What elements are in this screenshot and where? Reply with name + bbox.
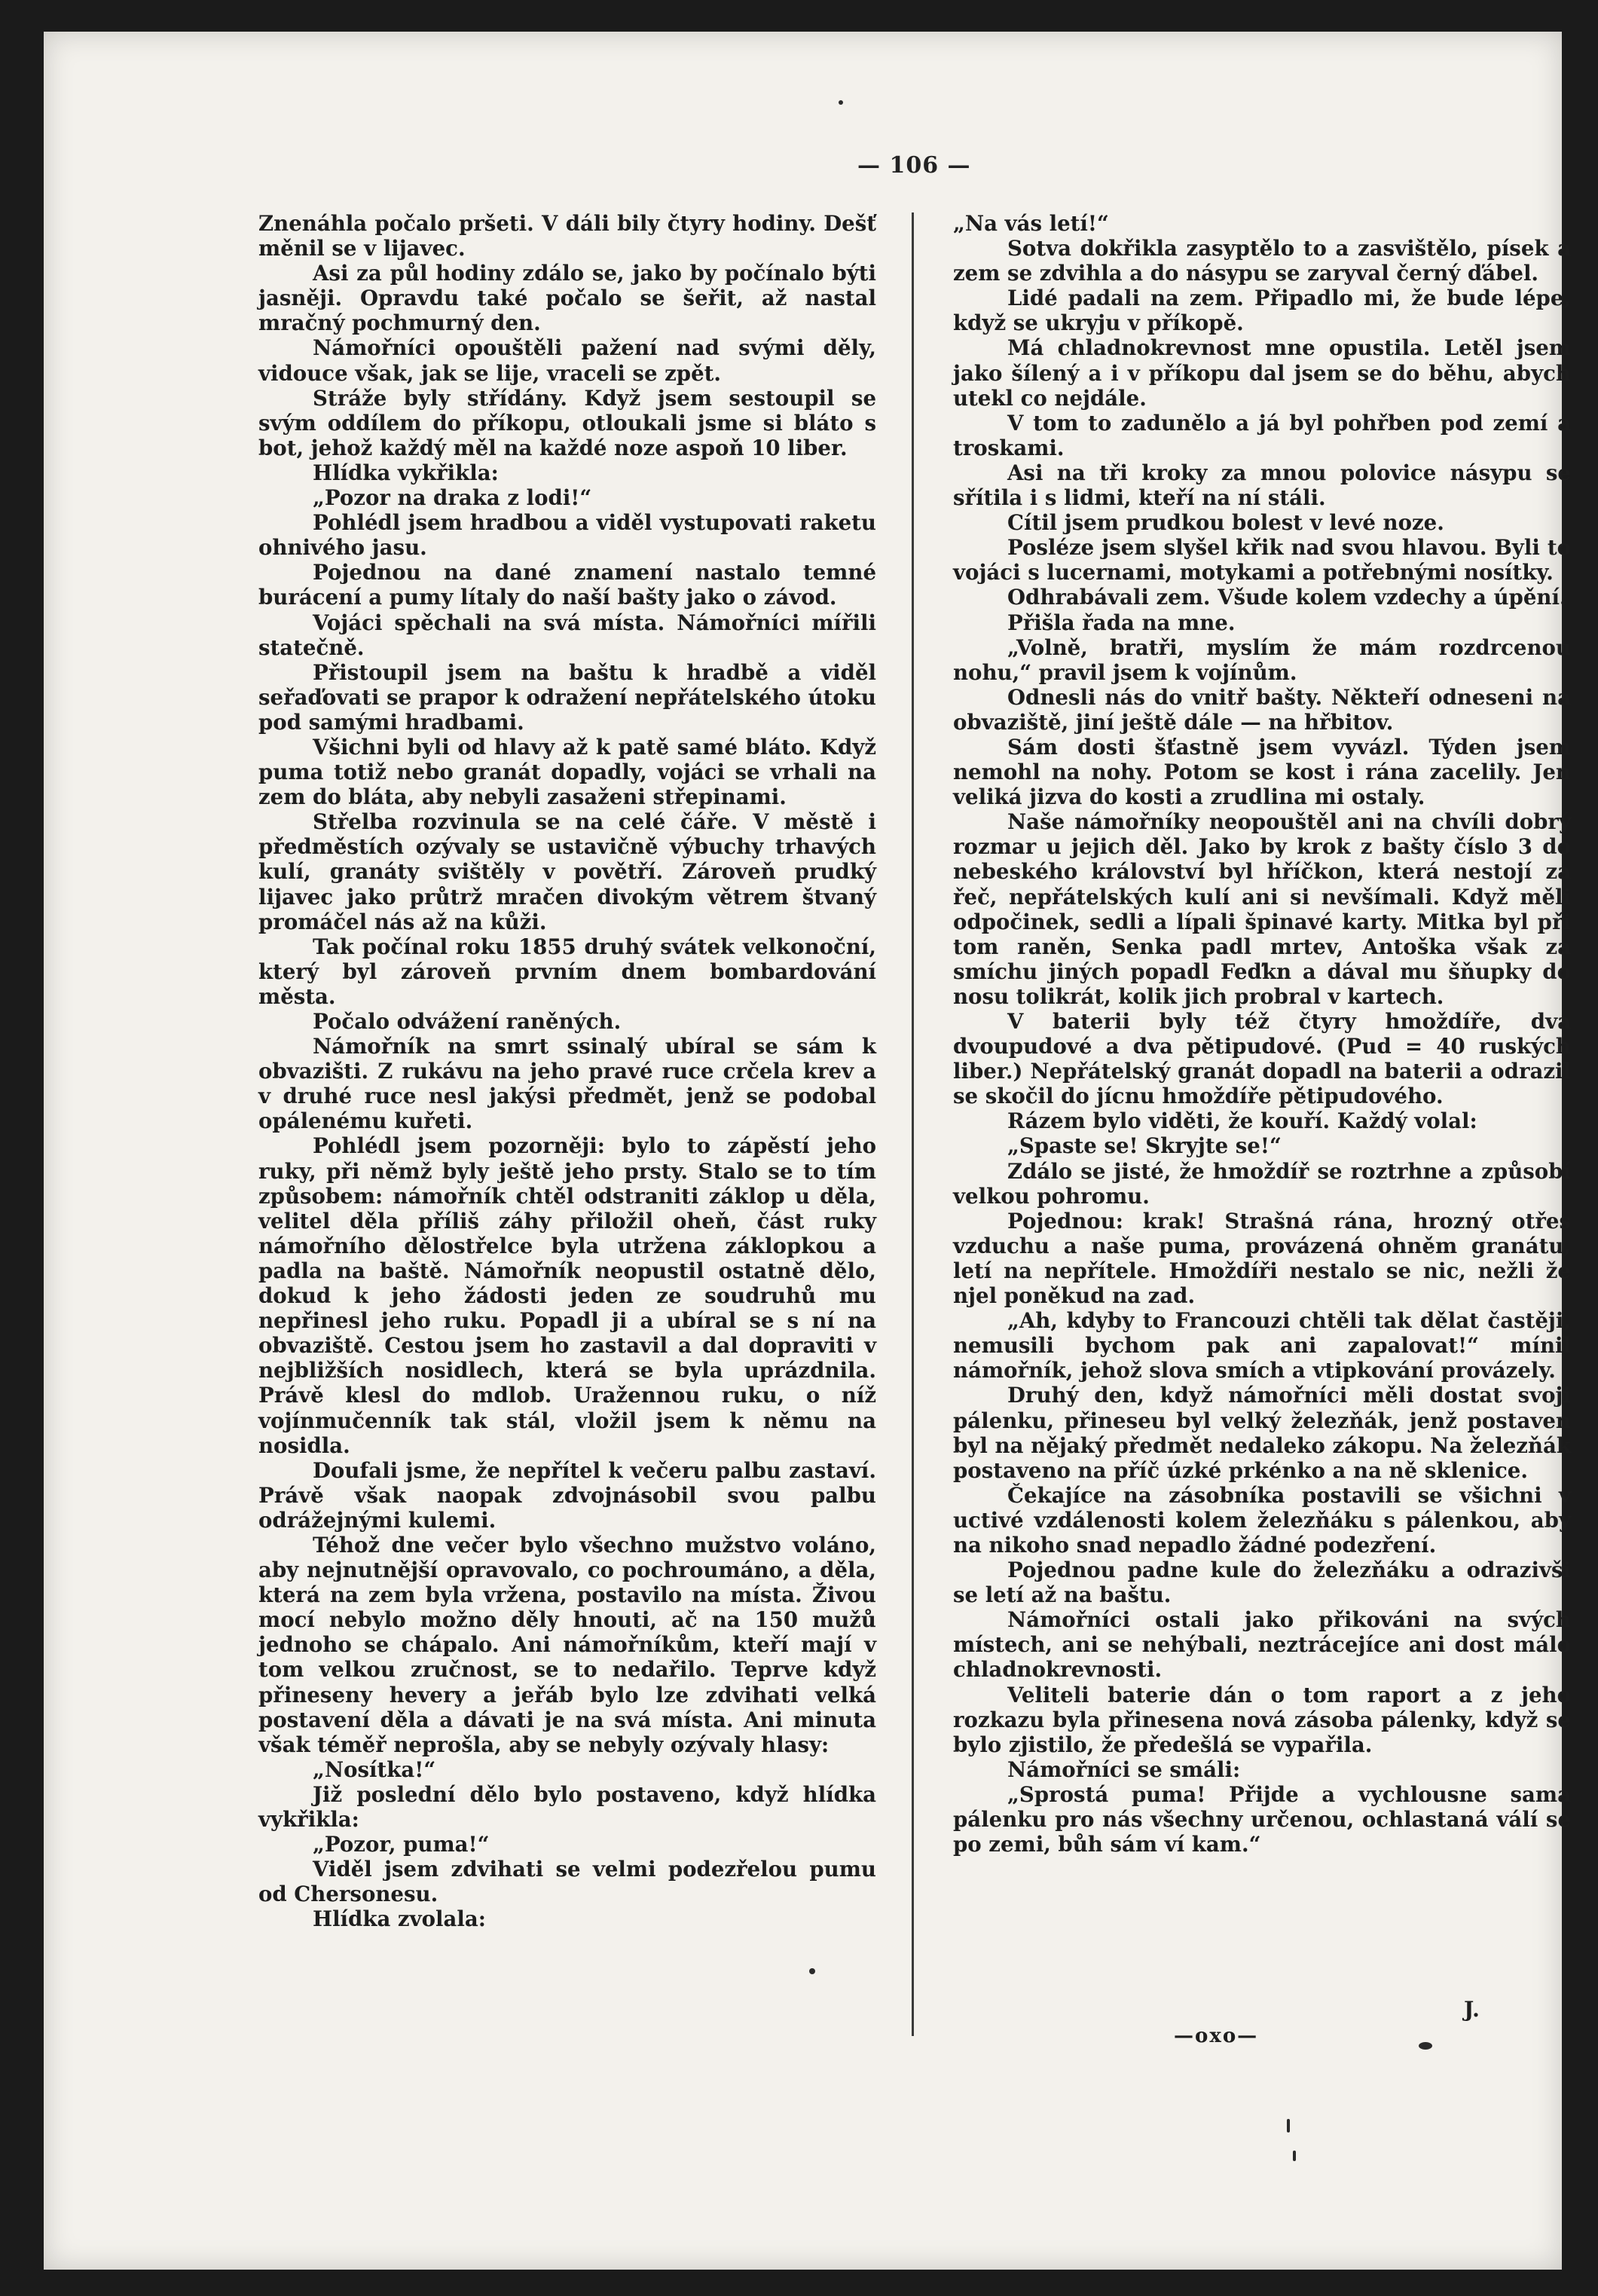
- paragraph: Viděl jsem zdvihati se velmi podezřelou pumu od Chersonesu.: [258, 1857, 876, 1907]
- paragraph: Druhý den, když námořníci měli dostat svoji pálenku, přineseu byl velký železňák, jenž postaven byl na nějaký předmět nedaleko zákopu. Na železňák postaveno na příč úzké prkénko a na ně sklenice.: [953, 1383, 1571, 1483]
- author-signature: J.: [1464, 1997, 1480, 2022]
- paragraph: Čekajíce na zásobníka postavili se všichni v uctivé vzdálenosti kolem železňáku s pálenkou, aby na nikoho snad nepadlo žádné podezření.: [953, 1482, 1571, 1558]
- paragraph: Námořník na smrt ssinalý ubíral se sám k obvazišti. Z rukávu na jeho pravé ruce crčela krev a v druhé ruce nesl jakýsi předmět, jenž se podobal opálenému kuřeti.: [258, 1034, 876, 1134]
- paragraph: Tak počínal roku 1855 druhý svátek velkonoční, který byl zároveň prvním dnem bombardování města.: [258, 934, 876, 1009]
- paragraph: Lidé padali na zem. Připadlo mi, že bude lépe, když se ukryju v příkopě.: [953, 286, 1571, 336]
- page-number: — 106 —: [857, 152, 971, 179]
- paragraph: Přistoupil jsem na baštu k hradbě a viděl seřaďovati se prapor k odražení nepřátelského útoku pod samými hradbami.: [258, 659, 876, 735]
- paragraph: „Pozor, puma!“: [313, 1832, 490, 1857]
- paragraph: Pojednou: krak! Strašná rána, hrozný otřes vzduchu a naše puma, provázená ohněm granátu, letí na nepřítele. Hmoždíři nestalo se nic, nežli že njel poněkud na zad.: [953, 1208, 1571, 1309]
- paragraph: Sám dosti šťastně jsem vyvázl. Týden jsem nemohl na nohy. Potom se kost i rána zacelily. Jen veliká jizva do kosti a zrudlina mi ostaly.: [953, 734, 1571, 810]
- left-column: [258, 211, 876, 1931]
- end-ornament: —oxo—: [1174, 2025, 1259, 2047]
- paragraph: Doufali jsme, že nepřítel k večeru palbu zastaví. Právě však naopak zdvojnásobil svou palbu odrážejnými kulemi.: [258, 1457, 876, 1533]
- ink-speck: [809, 1968, 815, 1974]
- paragraph: Odnesli nás do vnitř bašty. Někteří odneseni na obvaziště, jiní ještě dále — na hřbitov.: [953, 684, 1571, 735]
- paragraph: „Nosítka!“: [313, 1756, 436, 1782]
- paragraph: Veliteli baterie dán o tom raport a z jeho rozkazu byla přinesena nová zásoba pálenky, když se bylo zjistilo, že předešlá se vypařila.: [953, 1682, 1571, 1757]
- paragraph: Pojednou na dané znamení nastalo temné burácení a pumy lítaly do naší bašty jako o závod.: [258, 560, 876, 610]
- newspaper-page: [44, 32, 1571, 2270]
- paragraph: „Na vás letí!“: [953, 211, 1109, 236]
- paragraph: Všichni byli od hlavy až k patě samé bláto. Když puma totiž nebo granát dopadly, vojáci se vrhali na zem do bláta, aby nebyli zasaženi střepinami.: [258, 734, 876, 810]
- paragraph: „Ah, kdyby to Francouzi chtěli tak dělat častěji, nemusili bychom pak ani zapalovat!“ mínil námořník, jehož slova smích a vtipkování provázely.: [953, 1308, 1571, 1383]
- paragraph: „Pozor na draka z lodi!“: [313, 485, 592, 511]
- paragraph: Pojednou padne kule do železňáku a odrazivši se letí až na baštu.: [953, 1558, 1571, 1608]
- paragraph: Hlídka zvolala:: [313, 1906, 486, 1932]
- paragraph: Rázem bylo viděti, že kouří. Každý volal:: [1007, 1108, 1477, 1134]
- paragraph: Vojáci spěchali na svá místa. Námořníci mířili statečně.: [258, 610, 876, 660]
- paragraph: Sotva dokřikla zasyptělo to a zasvištělo, písek a zem se zdvihla a do násypu se zaryval černý ďábel.: [953, 236, 1571, 286]
- paragraph: Asi na tři kroky za mnou polovice násypu se sřítila i s lidmi, kteří na ní stáli.: [953, 460, 1571, 511]
- paragraph: Posléze jsem slyšel křik nad svou hlavou. Byli to vojáci s lucernami, motykami a potřebnými nosítky.: [953, 535, 1571, 585]
- paragraph: Již poslední dělo bylo postaveno, když hlídka vykřikla:: [258, 1781, 876, 1832]
- paragraph: „Volně, bratři, myslím že mám rozdrcenou nohu,“ pravil jsem k vojínům.: [953, 634, 1571, 685]
- paragraph: Přišla řada na mne.: [1007, 610, 1236, 635]
- ink-speck: [1419, 2042, 1432, 2050]
- column-divider: [912, 212, 914, 2036]
- paragraph: Námořníci opouštěli pažení nad svými děly, vidouce však, jak se lije, vraceli se zpět.: [258, 335, 876, 386]
- paragraph: Téhož dne večer bylo všechno mužstvo voláno, aby nejnutnější opravovalo, co pochroumáno, a děla, která na zem byla vržena, postavilo na místa. Živou mocí nebylo možno děly hnouti, ač na 150 mužů jednoho se chápalo. Ani námořníkům, kteří mají v tom velkou zručnost, se to nedařilo. Teprve když přineseny hevery a jeřáb bylo lze zdvihati velká postavení děla a dávati je na svá místa. Ani minuta však téměř neprošla, aby se nebyly ozývaly hlasy:: [258, 1532, 876, 1757]
- paragraph: V tom to zadunělo a já byl pohřben pod zemí a troskami.: [953, 410, 1571, 460]
- paragraph: Pohlédl jsem hradbou a viděl vystupovati raketu ohnivého jasu.: [258, 510, 876, 561]
- right-column: [953, 211, 1571, 1857]
- paragraph: „Sprostá puma! Přijde a vychlousne sama pálenku pro nás všechny určenou, ochlastaná válí se po zemi, bůh sám ví kam.“: [953, 1781, 1571, 1857]
- paragraph: Námořníci ostali jako přikováni na svých místech, ani se nehýbali, neztrácejíce ani dost málo chladnokrevnosti.: [953, 1607, 1571, 1683]
- paragraph: Hlídka vykřikla:: [313, 460, 499, 485]
- paragraph: Má chladnokrevnost mne opustila. Letěl jsem jako šílený a i v příkopu dal jsem se do běhu, abych utekl co nejdále.: [953, 335, 1571, 411]
- paragraph: Pohlédl jsem pozorněji: bylo to zápěstí jeho ruky, při němž byly ještě jeho prsty. Stalo se to tím způsobem: námořník chtěl odstraniti záklop u děla, velitel děla příliš záhy přiložil oheň, část ruky námořního dělostřelce byla utržena záklopkou a padla na baště. Námořník neopustil ostatně dělo, dokud k jeho žádosti jeden ze soudruhů mu nepřinesl jeho ruku. Popadl ji a ubíral se s ní na obvaziště. Cestou jsem ho zastavil a dal dopraviti v nejbližších nosidlech, která se byla uprázdnila. Právě klesl do mdlob. Uražennou ruku, o níž vojínmučenník tak stál, vložil jsem k němu na nosidla.: [258, 1133, 876, 1458]
- paragraph: Zdálo se jisté, že hmoždíř se roztrhne a způsobí velkou pohromu.: [953, 1158, 1571, 1209]
- paragraph: Naše námořníky neopouštěl ani na chvíli dobrý rozmar u jejich děl. Jako by krok z bašty číslo 3 do nebeského království byl hříčkon, která nestojí za řeč, nepřátelských kulí ani si nevšímali. Když měli odpočinek, sedli a lípali špinavé karty. Mitka byl při tom raněn, Senka padl mrtev, Antoška však za smíchu jiných popadl Feďkn a dával mu šňupky do nosu tolikrát, kolik jich probral v kartech.: [953, 809, 1571, 1009]
- paragraph: Asi za půl hodiny zdálo se, jako by počínalo býti jasněji. Opravdu také počalo se šeřit, až nastal mračný pochmurný den.: [258, 261, 876, 336]
- paragraph: Cítil jsem prudkou bolest v levé noze.: [1007, 510, 1444, 536]
- paragraph: Odhrabávali zem. Všude kolem vzdechy a úpění.: [1007, 585, 1567, 610]
- ink-speck: [839, 100, 843, 105]
- paragraph: Počalo odvážení raněných.: [313, 1009, 622, 1034]
- paragraph: Stráže byly střídány. Když jsem sestoupil se svým oddílem do příkopu, otloukali jsme si bláto s bot, jehož každý měl na každé noze aspoň 10 liber.: [258, 385, 876, 460]
- paragraph: Znenáhla počalo pršeti. V dáli bily čtyry hodiny. Dešť měnil se v lijavec.: [258, 211, 876, 261]
- paragraph: Střelba rozvinula se na celé čáře. V městě i předměstích ozývaly se ustavičně výbuchy trhavých kulí, granáty svištěly v povětří. Zároveň prudký lijavec jako průtrž mračen divokým větrem štvaný promáčel nás až na kůži.: [258, 809, 876, 934]
- paragraph: Námořníci se smáli:: [1007, 1756, 1241, 1782]
- ink-speck: [1293, 2151, 1296, 2161]
- paragraph: „Spaste se! Skryjte se!“: [1007, 1133, 1282, 1159]
- ink-speck: [1287, 2119, 1290, 2132]
- paragraph: V baterii byly též čtyry hmoždíře, dva dvoupudové a dva pětipudové. (Pud = 40 ruských liber.) Nepřátelský granát dopadl na baterii a odrazil se skočil do jícnu hmoždíře pětipudového.: [953, 1009, 1571, 1109]
